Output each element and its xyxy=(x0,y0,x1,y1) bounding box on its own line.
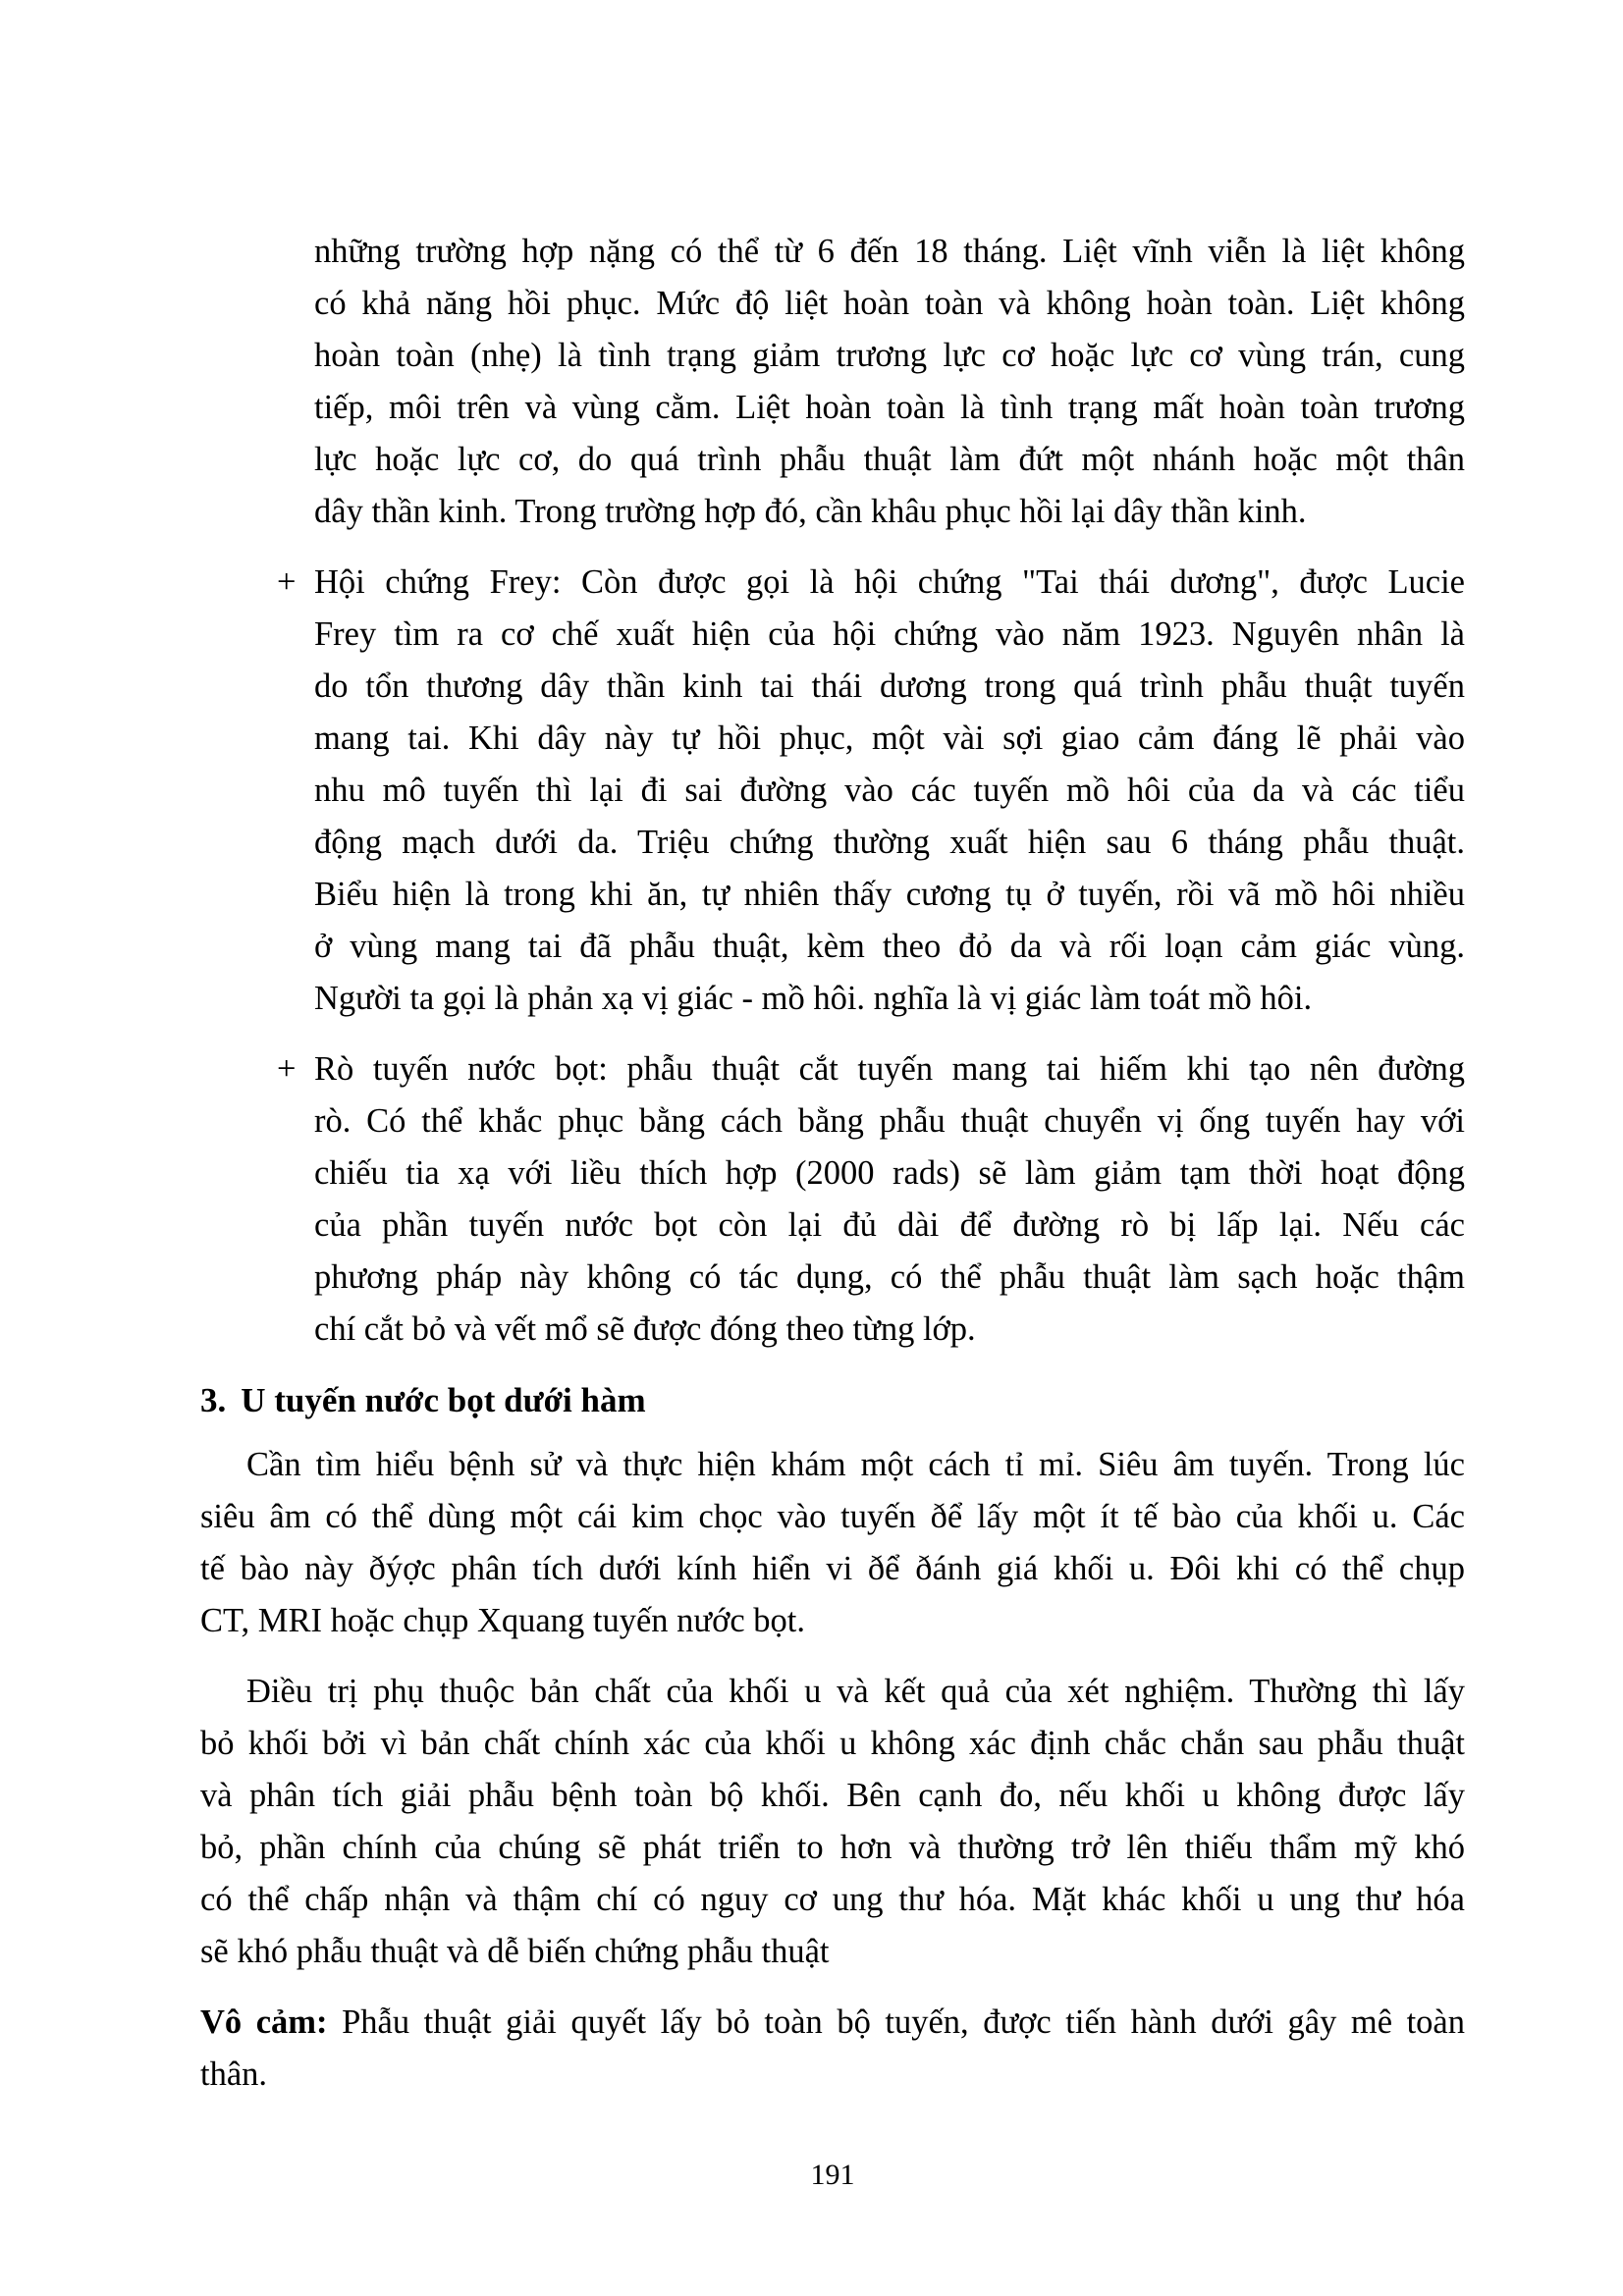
bullet-marker: + xyxy=(277,1050,297,1088)
text-line: có khả năng hồi phục. Mức độ liệt hoàn toàn và không hoàn toàn. Liệt không xyxy=(314,285,1465,322)
section-heading-number: 3. xyxy=(200,1381,227,1419)
page-number: 191 xyxy=(810,2159,855,2191)
text-line: phương pháp này không có tác dụng, có thể phẫu thuật làm sạch hoặc thậm xyxy=(314,1258,1465,1296)
text-line: bỏ, phần chính của chúng sẽ phát triển to hơn và thường trở lên thiếu thẩm mỹ khó xyxy=(200,1829,1465,1866)
text-line: những trường hợp nặng có thể từ 6 đến 18 tháng. Liệt vĩnh viễn là liệt không xyxy=(314,233,1465,270)
paragraph xyxy=(200,1666,1465,1978)
text-line: sẽ khó phẫu thuật và dễ biến chứng phẫu thuật xyxy=(200,1933,830,1970)
paragraph xyxy=(200,226,1465,538)
text-line: bỏ khối bởi vì bản chất chính xác của khối u không xác định chắc chắn sau phẫu thuật xyxy=(200,1725,1465,1762)
section-heading-text: U tuyến nước bọt dưới hàm xyxy=(241,1381,646,1419)
paragraph-lead: Vô cảm: xyxy=(200,2003,328,2041)
page-footer xyxy=(200,2156,1465,2234)
text-line: Người ta gọi là phản xạ vị giác - mồ hôi. nghĩa là vị giác làm toát mồ hôi. xyxy=(314,980,1313,1017)
text-line: rò. Có thể khắc phục bằng cách bằng phẫu thuật chuyển vị ống tuyến hay với xyxy=(314,1102,1465,1140)
bullet-marker: + xyxy=(277,563,297,601)
text-line: có thể chấp nhận và thậm chí có nguy cơ ung thư hóa. Mặt khác khối u ung thư hóa xyxy=(200,1881,1465,1918)
text-line: mang tai. Khi dây này tự hồi phục, một vài sợi giao cảm đáng lẽ phải vào xyxy=(314,720,1465,757)
text-line: Rò tuyến nước bọt: phẫu thuật cắt tuyến mang tai hiếm khi tạo nên đường xyxy=(314,1050,1465,1088)
text-line: Frey tìm ra cơ chế xuất hiện của hội chứng vào năm 1923. Nguyên nhân là xyxy=(314,615,1465,653)
paragraph xyxy=(200,1439,1465,1647)
text-line: Vô cảm: Phẫu thuật giải quyết lấy bỏ toàn bộ tuyến, được tiến hành dưới gây mê toàn xyxy=(200,2003,1465,2041)
text-line: Cần tìm hiểu bệnh sử và thực hiện khám một cách tỉ mỉ. Siêu âm tuyến. Trong lúc xyxy=(246,1446,1465,1483)
text-line: nhu mô tuyến thì lại đi sai đường vào các tuyến mồ hôi của da và các tiểu xyxy=(314,772,1465,809)
text-line: chí cắt bỏ và vết mổ sẽ được đóng theo từng lớp. xyxy=(314,1310,976,1348)
text-line: Điều trị phụ thuộc bản chất của khối u và kết quả của xét nghiệm. Thường thì lấy xyxy=(246,1673,1465,1710)
text-line: Biểu hiện là trong khi ăn, tự nhiên thấy cương tụ ở tuyến, rồi vã mồ hôi nhiều xyxy=(314,876,1465,913)
bullet-paragraph xyxy=(200,557,1465,1025)
text-line: chiếu tia xạ với liều thích hợp (2000 rads) sẽ làm giảm tạm thời hoạt động xyxy=(314,1154,1465,1192)
page-content xyxy=(200,226,1465,2101)
text-line: của phần tuyến nước bọt còn lại đủ dài để đường rò bị lấp lại. Nếu các xyxy=(314,1206,1465,1244)
text-line: dây thần kinh. Trong trường hợp đó, cần khâu phục hồi lại dây thần kinh. xyxy=(314,493,1307,530)
text-line: hoàn toàn (nhẹ) là tình trạng giảm trương lực cơ hoặc lực cơ vùng trán, cung xyxy=(314,337,1465,374)
bullet-paragraph xyxy=(200,1043,1465,1356)
text-line: siêu âm có thể dùng một cái kim chọc vào tuyến ðể lấy một ít tế bào của khối u. Các xyxy=(200,1498,1465,1535)
text-line: tiếp, môi trên và vùng cằm. Liệt hoàn toàn là tình trạng mất hoàn toàn trương xyxy=(314,389,1465,426)
paragraph xyxy=(200,1997,1465,2101)
text-line: và phân tích giải phẫu bệnh toàn bộ khối. Bên cạnh đo, nếu khối u không được lấy xyxy=(200,1777,1465,1814)
section-heading xyxy=(200,1374,1465,1426)
text-line: động mạch dưới da. Triệu chứng thường xuất hiện sau 6 tháng phẫu thuật. xyxy=(314,824,1465,861)
text-line: ở vùng mang tai đã phẫu thuật, kèm theo đỏ da và rối loạn cảm giác vùng. xyxy=(314,928,1465,965)
text-line: thân. xyxy=(200,2056,268,2093)
text-line: tế bào này ðýợc phân tích dưới kính hiển vi ðể ðánh giá khối u. Đôi khi có thể chụp xyxy=(200,1550,1465,1587)
text-line: lực hoặc lực cơ, do quá trình phẫu thuật làm đứt một nhánh hoặc một thân xyxy=(314,441,1465,478)
text-line: CT, MRI hoặc chụp Xquang tuyến nước bọt. xyxy=(200,1602,805,1639)
text-line: do tổn thương dây thần kinh tai thái dương trong quá trình phẫu thuật tuyến xyxy=(314,667,1465,705)
text-line: Hội chứng Frey: Còn được gọi là hội chứng "Tai thái dương", được Lucie xyxy=(314,563,1465,601)
